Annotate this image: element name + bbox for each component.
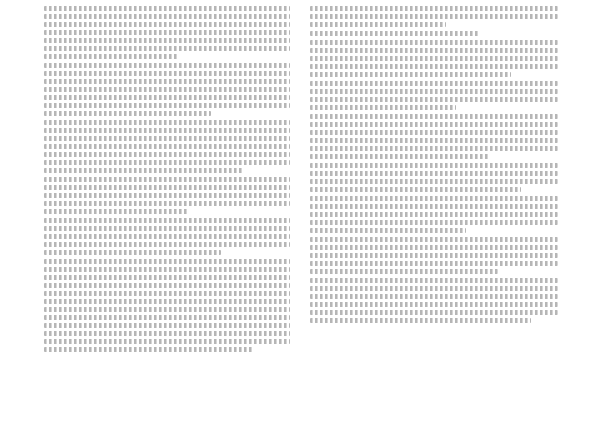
text-line (310, 122, 558, 127)
text-line (310, 187, 521, 192)
text-line (44, 63, 290, 68)
text-line (44, 234, 290, 239)
paragraph (310, 31, 558, 36)
text-line (310, 294, 558, 299)
paragraph (44, 177, 290, 214)
text-line (310, 237, 558, 242)
text-line (310, 138, 558, 143)
text-line (44, 307, 290, 312)
paragraph (310, 81, 558, 110)
text-line (310, 310, 558, 315)
text-line (310, 130, 558, 135)
text-line (310, 171, 558, 176)
text-line (310, 48, 558, 53)
text-line (44, 299, 290, 304)
text-line (310, 245, 558, 250)
text-line (44, 193, 290, 198)
text-line (44, 168, 243, 173)
text-line (44, 185, 290, 190)
right-column (310, 6, 558, 327)
text-line (44, 136, 290, 141)
text-line (310, 220, 558, 225)
left-column (44, 6, 290, 356)
text-line (310, 228, 466, 233)
text-line (44, 275, 290, 280)
text-line (44, 87, 290, 92)
text-line (44, 331, 290, 336)
text-line (44, 71, 290, 76)
text-line (310, 318, 531, 323)
text-line (310, 179, 558, 184)
text-line (310, 6, 558, 11)
paragraph (310, 6, 558, 27)
text-line (310, 72, 511, 77)
text-line (44, 144, 290, 149)
text-line (310, 196, 558, 201)
text-line (310, 154, 489, 159)
text-line (44, 46, 290, 51)
paragraph (310, 237, 558, 274)
text-line (310, 31, 479, 36)
text-line (310, 14, 558, 19)
text-line (44, 120, 290, 125)
paragraph (44, 218, 290, 255)
text-line (44, 315, 290, 320)
text-line (44, 152, 290, 157)
text-line (310, 89, 558, 94)
text-line (310, 253, 558, 258)
text-line (310, 97, 558, 102)
text-line (310, 261, 558, 266)
text-line (44, 177, 290, 182)
text-line (310, 81, 558, 86)
text-line (44, 38, 290, 43)
text-line (310, 64, 558, 69)
text-line (44, 201, 290, 206)
text-line (310, 105, 456, 110)
text-line (310, 302, 558, 307)
text-line (44, 323, 290, 328)
text-line (310, 22, 446, 27)
text-line (44, 103, 290, 108)
text-line (44, 283, 290, 288)
paragraph (310, 196, 558, 233)
text-line (310, 286, 558, 291)
text-line (310, 146, 558, 151)
text-line (44, 339, 290, 344)
text-line (44, 30, 290, 35)
paragraph (310, 40, 558, 77)
text-line (310, 269, 498, 274)
paragraph (44, 63, 290, 116)
text-line (44, 250, 221, 255)
text-line (44, 95, 290, 100)
paragraph (310, 114, 558, 159)
paragraph (310, 278, 558, 323)
paragraph (44, 6, 290, 59)
text-line (44, 226, 290, 231)
text-line (44, 291, 290, 296)
paragraph (44, 120, 290, 173)
text-line (44, 218, 290, 223)
text-line (44, 6, 290, 11)
paragraph (44, 259, 290, 352)
text-line (44, 22, 290, 27)
text-line (44, 160, 290, 165)
text-line (44, 79, 290, 84)
text-line (44, 128, 290, 133)
text-line (44, 209, 189, 214)
text-line (310, 114, 558, 119)
text-line (44, 14, 290, 19)
text-line (310, 278, 558, 283)
text-line (310, 56, 558, 61)
text-line (44, 267, 290, 272)
text-line (44, 347, 253, 352)
text-line (310, 204, 558, 209)
text-line (44, 259, 290, 264)
text-line (310, 40, 558, 45)
text-line (44, 54, 179, 59)
text-line (310, 163, 558, 168)
text-line (44, 111, 211, 116)
text-line (44, 242, 290, 247)
paragraph (310, 163, 558, 192)
text-line (310, 212, 558, 217)
